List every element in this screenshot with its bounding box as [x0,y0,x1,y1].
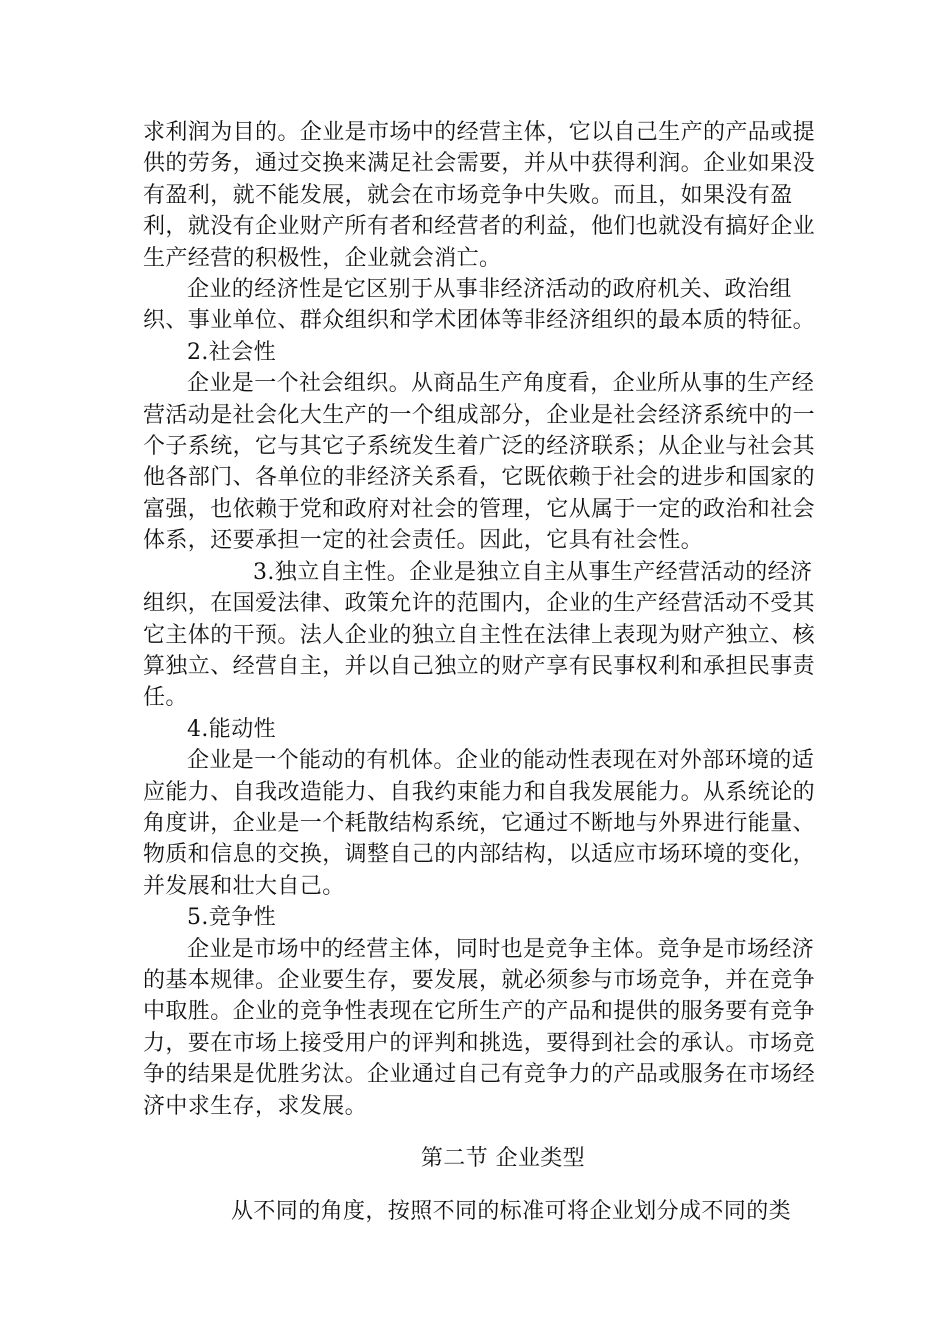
paragraph-economic-nature: 企业的经济性是它区别于从事非经济活动的政府机关、政治组织、事业单位、群众组织和学术团体等非经济组织的最本质的特征。 [143,277,816,334]
paragraph-independence: 3.独立自主性。企业是独立自主从事生产经营活动的经济组织，在国爱法律、政策允许的范围内，企业的生产经营活动不受其它主体的干预。法人企业的独立自主性在法律上表现为财产独立、核算独立、经营自主，并以自己独立的财产享有民事权利和承担民事责任。 [143,559,816,711]
paragraph-initiative: 企业是一个能动的有机体。企业的能动性表现在对外部环境的适应能力、自我改造能力、自我约束能力和自我发展能力。从系统论的角度讲，企业是一个耗散结构系统，它通过不断地与外界进行能量、物质和信息的交换，调整自己的内部结构，以适应市场环境的变化，并发展和壮大自己。 [143,748,816,899]
heading-initiative: 4.能动性 [187,716,276,742]
section-intro-paragraph: 从不同的角度，按照不同的标准可将企业划分成不同的类 [231,1199,792,1225]
paragraph-competitiveness: 企业是市场中的经营主体，同时也是竞争主体。竞争是市场经济的基本规律。企业要生存，要发展，就必须参与市场竞争，并在竞争中取胜。企业的竞争性表现在它所生产的产品和提供的服务要有竞争力，要在市场上接受用户的评判和挑选，要得到社会的承认。市场竞争的结果是优胜劣汰。企业通过自己有竞争力的产品或服务在市场经济中求生存，求发展。 [143,936,816,1119]
paragraph-social-nature: 企业是一个社会组织。从商品生产角度看，企业所从事的生产经营活动是社会化大生产的一个组成部分，企业是社会经济系统中的一个子系统，它与其它子系统发生着广泛的经济联系；从企业与社会其他各部门、各单位的非经济关系看，它既依赖于社会的进步和国家的富强，也依赖于党和政府对社会的管理，它从属于一定的政治和社会体系，还要承担一定的社会责任。因此，它具有社会性。 [143,371,816,554]
section-title: 第二节 企业类型 [420,1146,586,1171]
document-body [143,117,833,1228]
heading-competitiveness: 5.竞争性 [187,905,276,931]
paragraph-profit-purpose: 求利润为目的。企业是市场中的经营主体，它以自己生产的产品或提供的劳务，通过交换来满足社会需要，并从中获得利润。企业如果没有盈利，就不能发展，就会在市场竞争中失败。而且，如果没有盈利，就没有企业财产所有者和经营者的利益，他们也就没有搞好企业生产经营的积极性，企业就会消亡。 [143,120,816,271]
heading-social-nature: 2.社会性 [187,339,276,365]
